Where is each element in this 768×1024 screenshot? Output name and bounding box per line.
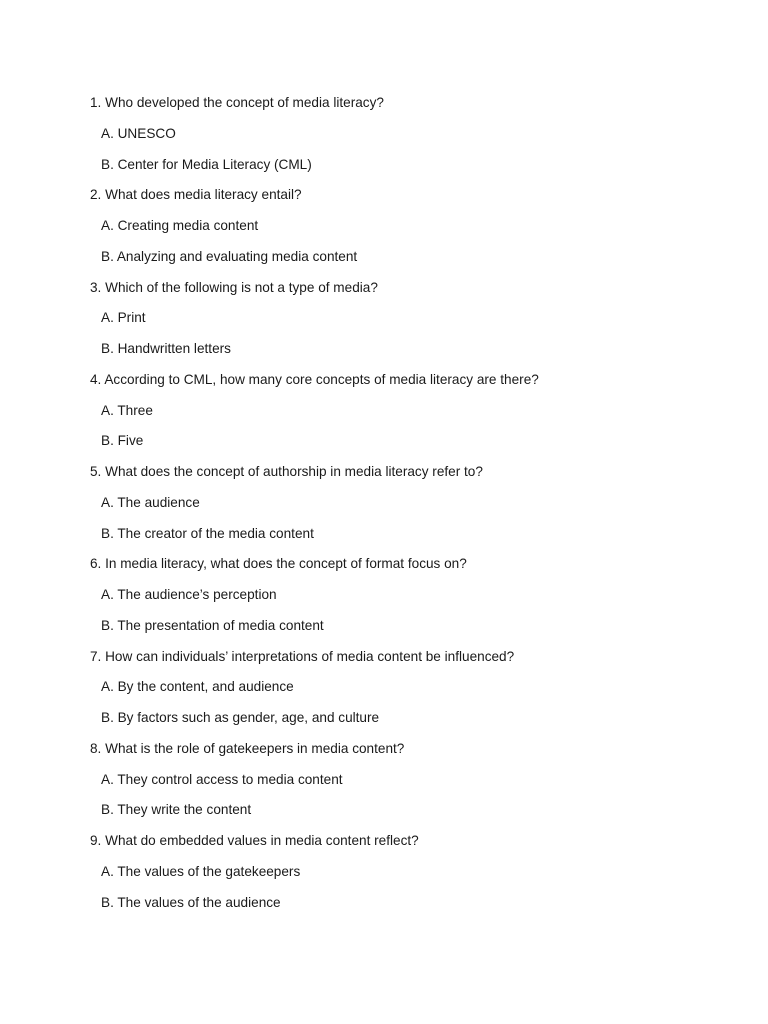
option-a: A. Three	[101, 402, 153, 418]
quiz-list	[90, 93, 730, 923]
question-block	[90, 554, 730, 646]
question-block	[90, 93, 730, 185]
question-text: 6. In media literacy, what does the concept of format focus on?	[90, 556, 467, 572]
question-block	[90, 370, 730, 462]
question-block	[90, 185, 730, 277]
question-text: 5. What does the concept of authorship in media literacy refer to?	[90, 464, 483, 479]
question-text: 9. What do embedded values in media content reflect?	[90, 833, 419, 848]
question-text: 7. How can individuals’ interpretations of media content be influenced?	[90, 648, 515, 664]
option-a: A. The values of the gatekeepers	[101, 863, 301, 879]
option-b: B. The values of the audience	[101, 894, 281, 910]
question-block	[90, 278, 730, 370]
question-text: 1. Who developed the concept of media literacy?	[90, 95, 384, 110]
option-a: A. The audience	[101, 494, 200, 510]
question-block	[90, 831, 730, 923]
option-a: A. The audience’s perception	[101, 587, 277, 602]
option-b: B. Five	[101, 433, 144, 449]
question-block	[90, 739, 730, 831]
question-text: 4. According to CML, how many core concepts of media literacy are there?	[90, 371, 539, 387]
option-a: A. Creating media content	[101, 218, 259, 233]
option-b: B. Analyzing and evaluating media content	[101, 248, 358, 264]
question-block	[90, 462, 730, 554]
question-text: 8. What is the role of gatekeepers in media content?	[90, 740, 405, 756]
option-b: B. By factors such as gender, age, and culture	[101, 710, 380, 725]
option-a: A. UNESCO	[101, 125, 176, 141]
question-block	[90, 647, 730, 739]
option-a: A. Print	[101, 310, 146, 326]
option-a: A. By the content, and audience	[101, 679, 294, 695]
option-a: A. They control access to media content	[101, 771, 343, 787]
option-b: B. Handwritten letters	[101, 341, 231, 356]
option-b: B. They write the content	[101, 802, 252, 818]
question-text: 3. Which of the following is not a type of media?	[90, 279, 378, 295]
question-text: 2. What does media literacy entail?	[90, 187, 302, 203]
option-b: B. Center for Media Literacy (CML)	[101, 156, 312, 172]
option-b: B. The creator of the media content	[101, 525, 314, 541]
option-b: B. The presentation of media content	[101, 617, 324, 633]
